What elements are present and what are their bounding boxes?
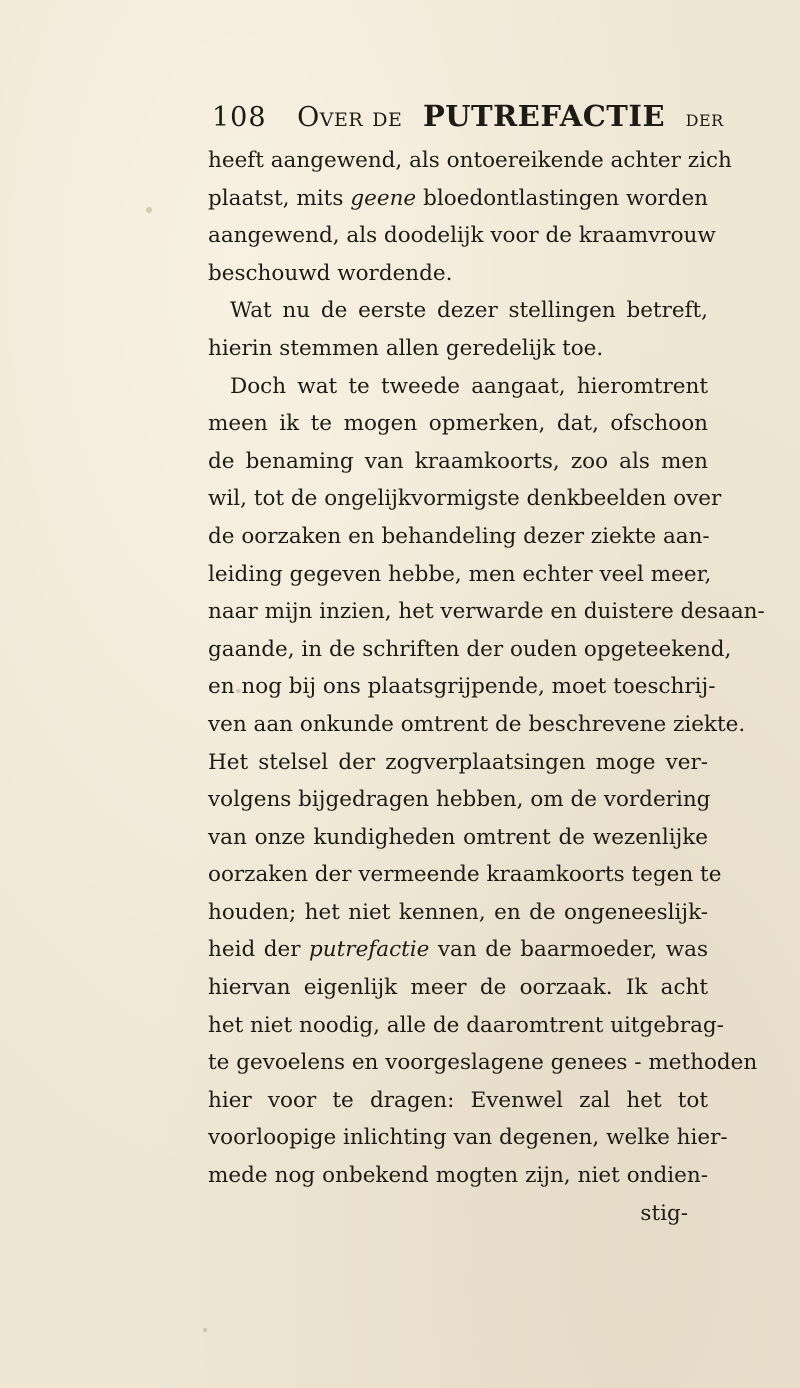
paper-blemish — [146, 207, 152, 213]
italic-word: geene — [350, 185, 417, 211]
text-line: voorloopige inlichting van degenen, welke hier- — [208, 1125, 728, 1151]
text-line — [208, 931, 708, 969]
text-line: heeft aangewend, als ontoereikende achter zich — [208, 148, 732, 173]
text-line: naar mijn inzien, het verwarde en duistere desaan- — [208, 599, 765, 625]
text-line: ven aan onkunde omtrent de beschrevene ziekte. — [208, 711, 746, 737]
text-line: mede nog onbekend mogten zijn, niet ondien- — [208, 1163, 708, 1189]
running-head-putrefactie: PUTREFACTIE — [422, 99, 666, 133]
catchword: stig- — [640, 1200, 688, 1226]
text-line: oorzaken der vermeende kraamkoorts tegen te — [208, 862, 722, 888]
text-line: hiervan eigenlijk meer de oorzaak. Ik acht — [208, 975, 708, 1001]
text-line: beschouwd wordende. — [208, 260, 453, 286]
text-line: gaande, in de schriften der ouden opgeteekend, — [208, 636, 732, 662]
text-line: de benaming van kraamkoorts, zoo als men — [208, 448, 708, 474]
text-segment: plaatst, mits — [208, 185, 344, 211]
page-number: 108 — [212, 102, 267, 133]
running-head-over-de: Over de — [297, 102, 403, 133]
italic-word: putrefactie — [309, 937, 430, 963]
text-line: Wat nu de eerste dezer stellingen betreft, — [230, 298, 708, 324]
text-line: van onze kundigheden omtrent de wezenlijke — [208, 824, 708, 850]
text-line: het niet noodig, alle de daaromtrent uitgebrag- — [208, 1012, 724, 1038]
text-line: hier voor te dragen: Evenwel zal het tot — [208, 1087, 708, 1113]
text-line: aangewend, als doodelijk voor de kraamvrouw — [208, 223, 716, 249]
text-line: volgens bijgedragen hebben, om de vordering — [208, 787, 711, 813]
text-segment: heid der — [208, 937, 301, 963]
text-line: leiding gegeven hebbe, men echter veel meer, — [208, 561, 712, 587]
text-line: de oorzaken en behandeling dezer ziekte aan- — [208, 523, 710, 549]
text-line: en nog bij ons plaatsgrijpende, moet toeschrij- — [208, 674, 716, 700]
text-line — [208, 180, 708, 218]
text-line: Het stelsel der zogverplaatsingen moge ver- — [208, 749, 708, 775]
body-text — [208, 142, 765, 1232]
paper-blemish — [236, 689, 241, 693]
text-line: meen ik te mogen opmerken, dat, ofschoon — [208, 411, 708, 437]
text-segment: van de baarmoeder, was — [437, 937, 708, 963]
text-line: wil, tot de ongelijkvormigste denkbeelden over — [208, 486, 722, 512]
running-head-der: der — [685, 106, 724, 132]
text-line: hierin stemmen allen geredelijk toe. — [208, 335, 604, 361]
text-line: houden; het niet kennen, en de ongeneeslijk- — [208, 899, 708, 925]
text-line: te gevoelens en voorgeslagene genees - methoden — [208, 1050, 758, 1076]
text-line: Doch wat te tweede aangaat, hieromtrent — [230, 373, 708, 399]
paper-blemish — [203, 1328, 207, 1332]
text-segment: bloedontlastingen worden — [423, 185, 709, 211]
page-header — [212, 96, 724, 136]
